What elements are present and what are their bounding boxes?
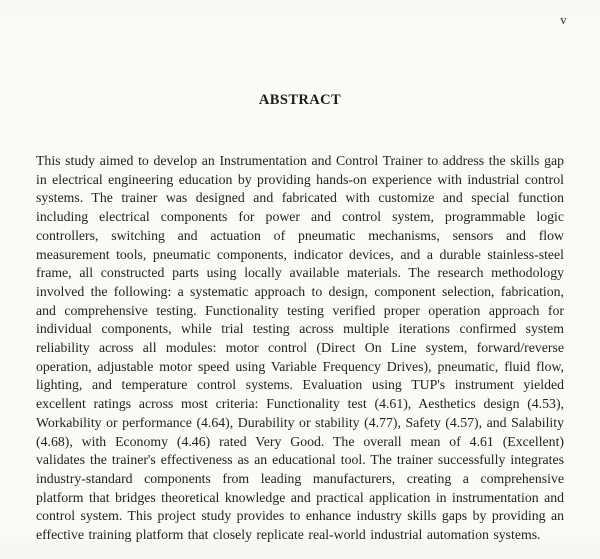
abstract-heading: ABSTRACT [258,92,342,108]
abstract-paragraph: This study aimed to develop an Instrumentation and Control Trainer to address the skills gap in electrical engineering education by providing hands-on experience with industrial control systems. The trainer was designed and fabricated with customize and special function including electrical components for power and control system, programmable logic controllers, switching and actuation of pneumatic mechanisms, sensors and flow measurement tools, pneumatic components, indicator devices, and a durable stainless-steel frame, all constructed parts using locally available materials. The research methodology involved the following: a systematic approach to design, component selection, fabrication, and comprehensive testing. Functionality testing verified proper operation approach for individual components, while trial testing across multiple iterations confirmed system reliability across all modules: motor control (Direct On Line system, forward/reverse operation, adjustable motor speed using Variable Frequency Drives), pneumatic, fluid flow, lighting, and temperature control systems. Evaluation using TUP's instrument yielded excellent ratings across most criteria: Functionality test (4.61), Aesthetics design (4.53), Workability or performance (4.64), Durability or stability (4.77), Safety (4.57), and Salability (4.68), with Economy (4.46) rated Very Good. The overall mean of 4.61 (Excellent) validates the trainer's effectiveness as an educational tool. The trainer successfully integrates industry-standard components from leading manufacturers, creating a comprehensive platform that bridges theoretical knowledge and practical application in instrumentation and control system. This project study provides to enhance industry skills gaps by providing an effective training platform that closely replicate real-world industrial automation systems. [36,153,564,543]
page-number: v [560,13,567,27]
